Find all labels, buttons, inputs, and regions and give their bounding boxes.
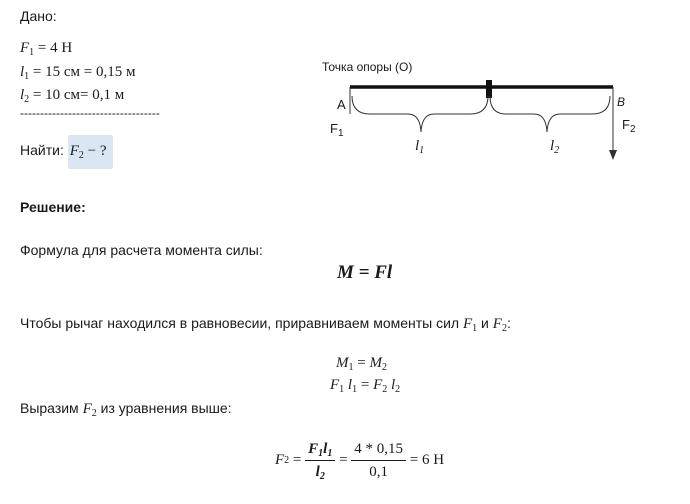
prod-f2-symbol: F (373, 377, 383, 393)
force-f2-subscript: 2 (629, 124, 636, 135)
force-f2-symbol: F (622, 117, 630, 132)
eq-f1-subscript: 1 (472, 323, 478, 334)
num-f-symbol: F (308, 441, 319, 457)
prod-l2-subscript: 2 (395, 384, 401, 395)
l1-value: = 15 см = 0,15 м (29, 64, 136, 80)
eq-f1-symbol: F (463, 316, 473, 332)
force-f2-arrowhead (609, 150, 617, 160)
given-heading: Дано: (20, 8, 57, 24)
given-separator: ----------------------------------- (20, 106, 160, 120)
express-line (20, 400, 232, 418)
final-result: = 6 Н (406, 452, 445, 468)
l2-symbol: l (20, 87, 25, 103)
formula-intro: Формула для расчета момента силы: (20, 242, 263, 258)
eq-f2-subscript: 2 (501, 323, 507, 334)
l2-subscript: 2 (24, 94, 30, 105)
final-equals-2: = (335, 452, 352, 468)
eq-f2-symbol: F (492, 316, 502, 332)
express-text: Выразим (20, 400, 83, 416)
symbolic-fraction (305, 440, 335, 481)
express-symbol: F (82, 401, 92, 417)
numeric-denominator: 0,1 (369, 464, 389, 480)
m2-symbol: M (369, 355, 382, 371)
l1-symbol: l (20, 64, 25, 80)
length-l1-subscript: 1 (419, 145, 425, 156)
express-subscript: 2 (91, 408, 97, 419)
express-rest: из уравнения выше: (96, 400, 232, 416)
products-equation (330, 377, 400, 394)
f1-value: = 4 Н (34, 40, 73, 56)
l2-value: = 10 см= 0,1 м (29, 87, 125, 103)
m2-subscript: 2 (381, 362, 387, 373)
m1-subscript: 1 (348, 362, 354, 373)
symbolic-denominator (313, 461, 328, 481)
prod-f1-symbol: F (330, 377, 340, 393)
and-word: и (477, 315, 493, 331)
l1-subscript: 1 (24, 71, 30, 82)
length-l2-label (550, 138, 559, 155)
den-l-subscript: 2 (319, 471, 325, 482)
moment-formula: M = Fl (337, 262, 393, 283)
prod-f2-subscript: 2 (382, 384, 388, 395)
num-l-subscript: 1 (327, 448, 333, 459)
force-f1-label (330, 121, 344, 139)
prod-l1-subscript: 1 (352, 384, 358, 395)
num-f-subscript: 1 (318, 448, 324, 459)
num-l-symbol: l (323, 441, 328, 457)
f1-subscript: 1 (29, 47, 35, 58)
symbolic-numerator (305, 440, 335, 461)
point-b-label: B (617, 95, 626, 109)
prod-equals: = (357, 377, 374, 393)
length-l1-label (415, 138, 424, 155)
prod-l2-symbol: l (387, 377, 396, 393)
point-a-label: A (337, 97, 346, 112)
final-equals-1: = (289, 452, 306, 468)
find-rest: − ? (83, 143, 107, 159)
force-f1-subscript: 1 (337, 128, 344, 139)
length-l1-symbol: l (415, 138, 420, 154)
moments-equals: = (353, 355, 370, 371)
pivot-label: Точка опоры (O) (322, 60, 413, 74)
m1-symbol: M (336, 355, 349, 371)
force-f2-label (622, 117, 636, 135)
final-equation: F 2 = $\frac{F_1l_1}{l_2}$ = $\frac{4 * 0,15}{0,1}$ = 6 Н (275, 441, 445, 482)
pivot-mark (486, 80, 492, 98)
force-f1-symbol: F (330, 121, 338, 136)
equilibrium-text: Чтобы рычаг находился в равновесии, приравниваем моменты сил (20, 315, 463, 331)
solution-heading: Решение: (20, 199, 86, 215)
den-l-symbol: l (315, 464, 320, 480)
numeric-numerator: 4 * 0,15 (351, 440, 406, 461)
find-subscript: 2 (78, 150, 84, 161)
length-l2-subscript: 2 (554, 145, 560, 156)
f1-symbol: F (20, 40, 30, 56)
numeric-fraction (351, 440, 406, 481)
moments-equation (336, 355, 387, 372)
find-symbol: F (69, 143, 79, 159)
brace-l1 (352, 96, 488, 132)
prod-l1-symbol: l (344, 377, 353, 393)
length-l2-symbol: l (550, 138, 555, 154)
brace-l2 (490, 96, 610, 132)
colon: : (506, 315, 511, 331)
prod-f1-subscript: 1 (339, 384, 345, 395)
find-label: Найти: (20, 142, 68, 158)
final-lhs-symbol: F (275, 452, 285, 468)
equilibrium-line (20, 315, 511, 333)
